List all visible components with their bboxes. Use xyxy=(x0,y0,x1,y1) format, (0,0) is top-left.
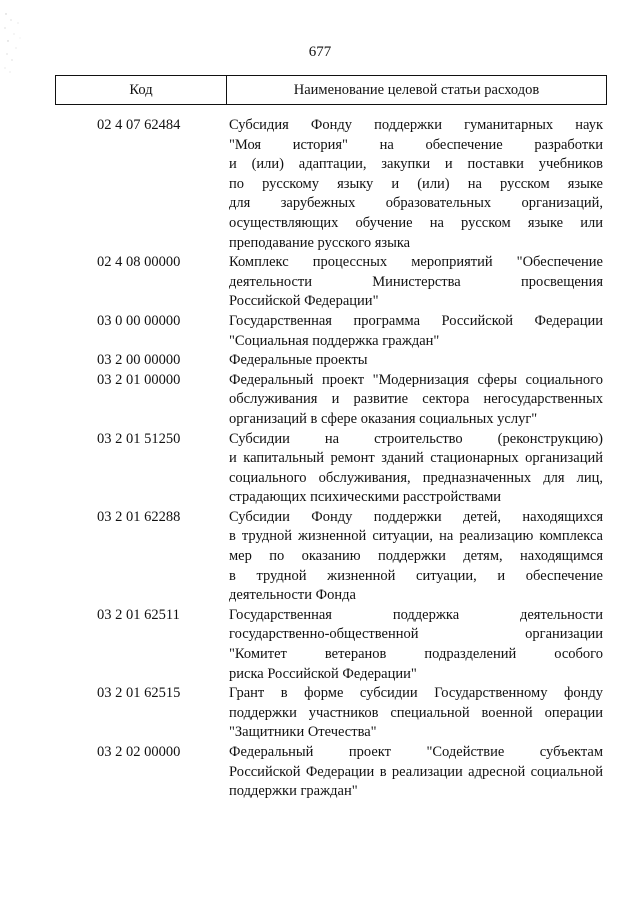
row-name-line: страдающих психическими расстройствами xyxy=(229,489,502,506)
row-name-line: "Социальная поддержка граждан" xyxy=(229,332,440,349)
row-code: 02 4 07 62484 xyxy=(97,117,181,133)
row-code: 02 4 08 00000 xyxy=(97,254,181,271)
row-name-line: Федеральный проект "Содействие субъектам xyxy=(229,744,603,760)
row-name-line: деятельности Министерства просвещения xyxy=(229,273,603,290)
row-name-line: "Моя история" на обеспечение разработки xyxy=(229,136,603,153)
row-name xyxy=(229,684,603,743)
row-name-line: социального обслуживания, предназначенных для лиц, xyxy=(229,469,603,486)
row-name-line: преподавание русского языка xyxy=(229,234,411,251)
row-name-line: "Защитники Отечества" xyxy=(229,724,377,741)
table-body xyxy=(55,116,607,802)
row-code: 03 2 01 62288 xyxy=(97,508,181,525)
row-name-line: организаций в сфере оказания социальных услуг" xyxy=(229,410,538,427)
header-name: Наименование целевой статьи расходов xyxy=(293,81,540,98)
table-row xyxy=(55,743,607,802)
table-row xyxy=(55,606,607,684)
table-row xyxy=(55,351,607,371)
table-row xyxy=(55,371,607,430)
row-name-line: Федеральный проект "Модернизация сферы социального xyxy=(229,371,603,388)
row-name-line: Субсидии на строительство (реконструкцию) xyxy=(229,430,603,447)
row-name-line: Субсидия Фонду поддержки гуманитарных наук xyxy=(229,117,603,133)
row-name xyxy=(229,606,603,684)
row-name-line: риска Российской Федерации" xyxy=(229,665,417,682)
header-code: Код xyxy=(56,76,227,104)
row-name-line: в трудной жизненной ситуации, на реализацию комплекса xyxy=(229,528,603,545)
row-name xyxy=(229,371,603,430)
row-code: 03 2 01 51250 xyxy=(97,430,181,447)
row-name-line: поддержки участников специальной военной операции xyxy=(229,704,603,721)
table-row xyxy=(55,312,607,351)
page-number: 677 xyxy=(308,44,332,60)
table-row xyxy=(55,430,607,508)
row-name-line: поддержки граждан" xyxy=(229,783,358,800)
row-name-line: деятельности Фонда xyxy=(229,587,356,604)
row-name-line: Российской Федерации в реализации адресной социальной xyxy=(229,763,603,780)
row-name xyxy=(229,430,603,508)
row-name-line: "Комитет ветеранов подразделений особого xyxy=(229,646,603,663)
row-code: 03 2 01 62511 xyxy=(97,606,180,623)
row-code: 03 2 02 00000 xyxy=(97,744,181,760)
row-name-line: осуществляющих обучение на русском языке или xyxy=(229,214,603,231)
row-name xyxy=(229,508,603,606)
row-name-line: по русскому языку и (или) на русском языке xyxy=(229,175,603,192)
row-name-line: Государственная поддержка деятельности xyxy=(229,606,603,623)
row-name-line: Федеральные проекты xyxy=(229,352,368,369)
row-name-line: и (или) адаптации, закупки и поставки учебников xyxy=(229,156,603,173)
row-name-line: государственно-общественной организации xyxy=(229,626,603,643)
row-name-line: Грант в форме субсидии Государственному фонду xyxy=(229,685,603,702)
row-name-line: обслуживания и развитие сектора негосударственных xyxy=(229,391,603,408)
row-name-line: в трудной жизненной ситуации, и обеспечение xyxy=(229,567,603,584)
row-name xyxy=(229,253,603,312)
row-name xyxy=(229,312,603,351)
table-row xyxy=(55,253,607,312)
scan-margin-noise xyxy=(2,8,32,78)
row-code: 03 0 00 00000 xyxy=(97,312,181,329)
row-code: 03 2 00 00000 xyxy=(97,352,181,369)
row-name-line: Комплекс процессных мероприятий "Обеспечение xyxy=(229,254,603,271)
row-name-line: и капитальный ремонт зданий стационарных организаций xyxy=(229,450,603,467)
row-name-line: для зарубежных образовательных организаций, xyxy=(229,195,603,212)
table-row xyxy=(55,116,607,253)
row-name xyxy=(229,743,603,802)
row-code: 03 2 01 00000 xyxy=(97,371,181,388)
table-row xyxy=(55,508,607,606)
row-name-line: Российской Федерации" xyxy=(229,293,379,310)
row-name xyxy=(229,351,603,371)
row-name-line: Субсидии Фонду поддержки детей, находящихся xyxy=(229,508,603,525)
row-name xyxy=(229,116,603,253)
row-code: 03 2 01 62515 xyxy=(97,685,181,702)
table-row xyxy=(55,684,607,743)
row-name-line: мер по оказанию поддержки детям, находящимся xyxy=(229,548,603,565)
row-name-line: Государственная программа Российской Федерации xyxy=(229,312,603,329)
table-header xyxy=(55,75,607,105)
